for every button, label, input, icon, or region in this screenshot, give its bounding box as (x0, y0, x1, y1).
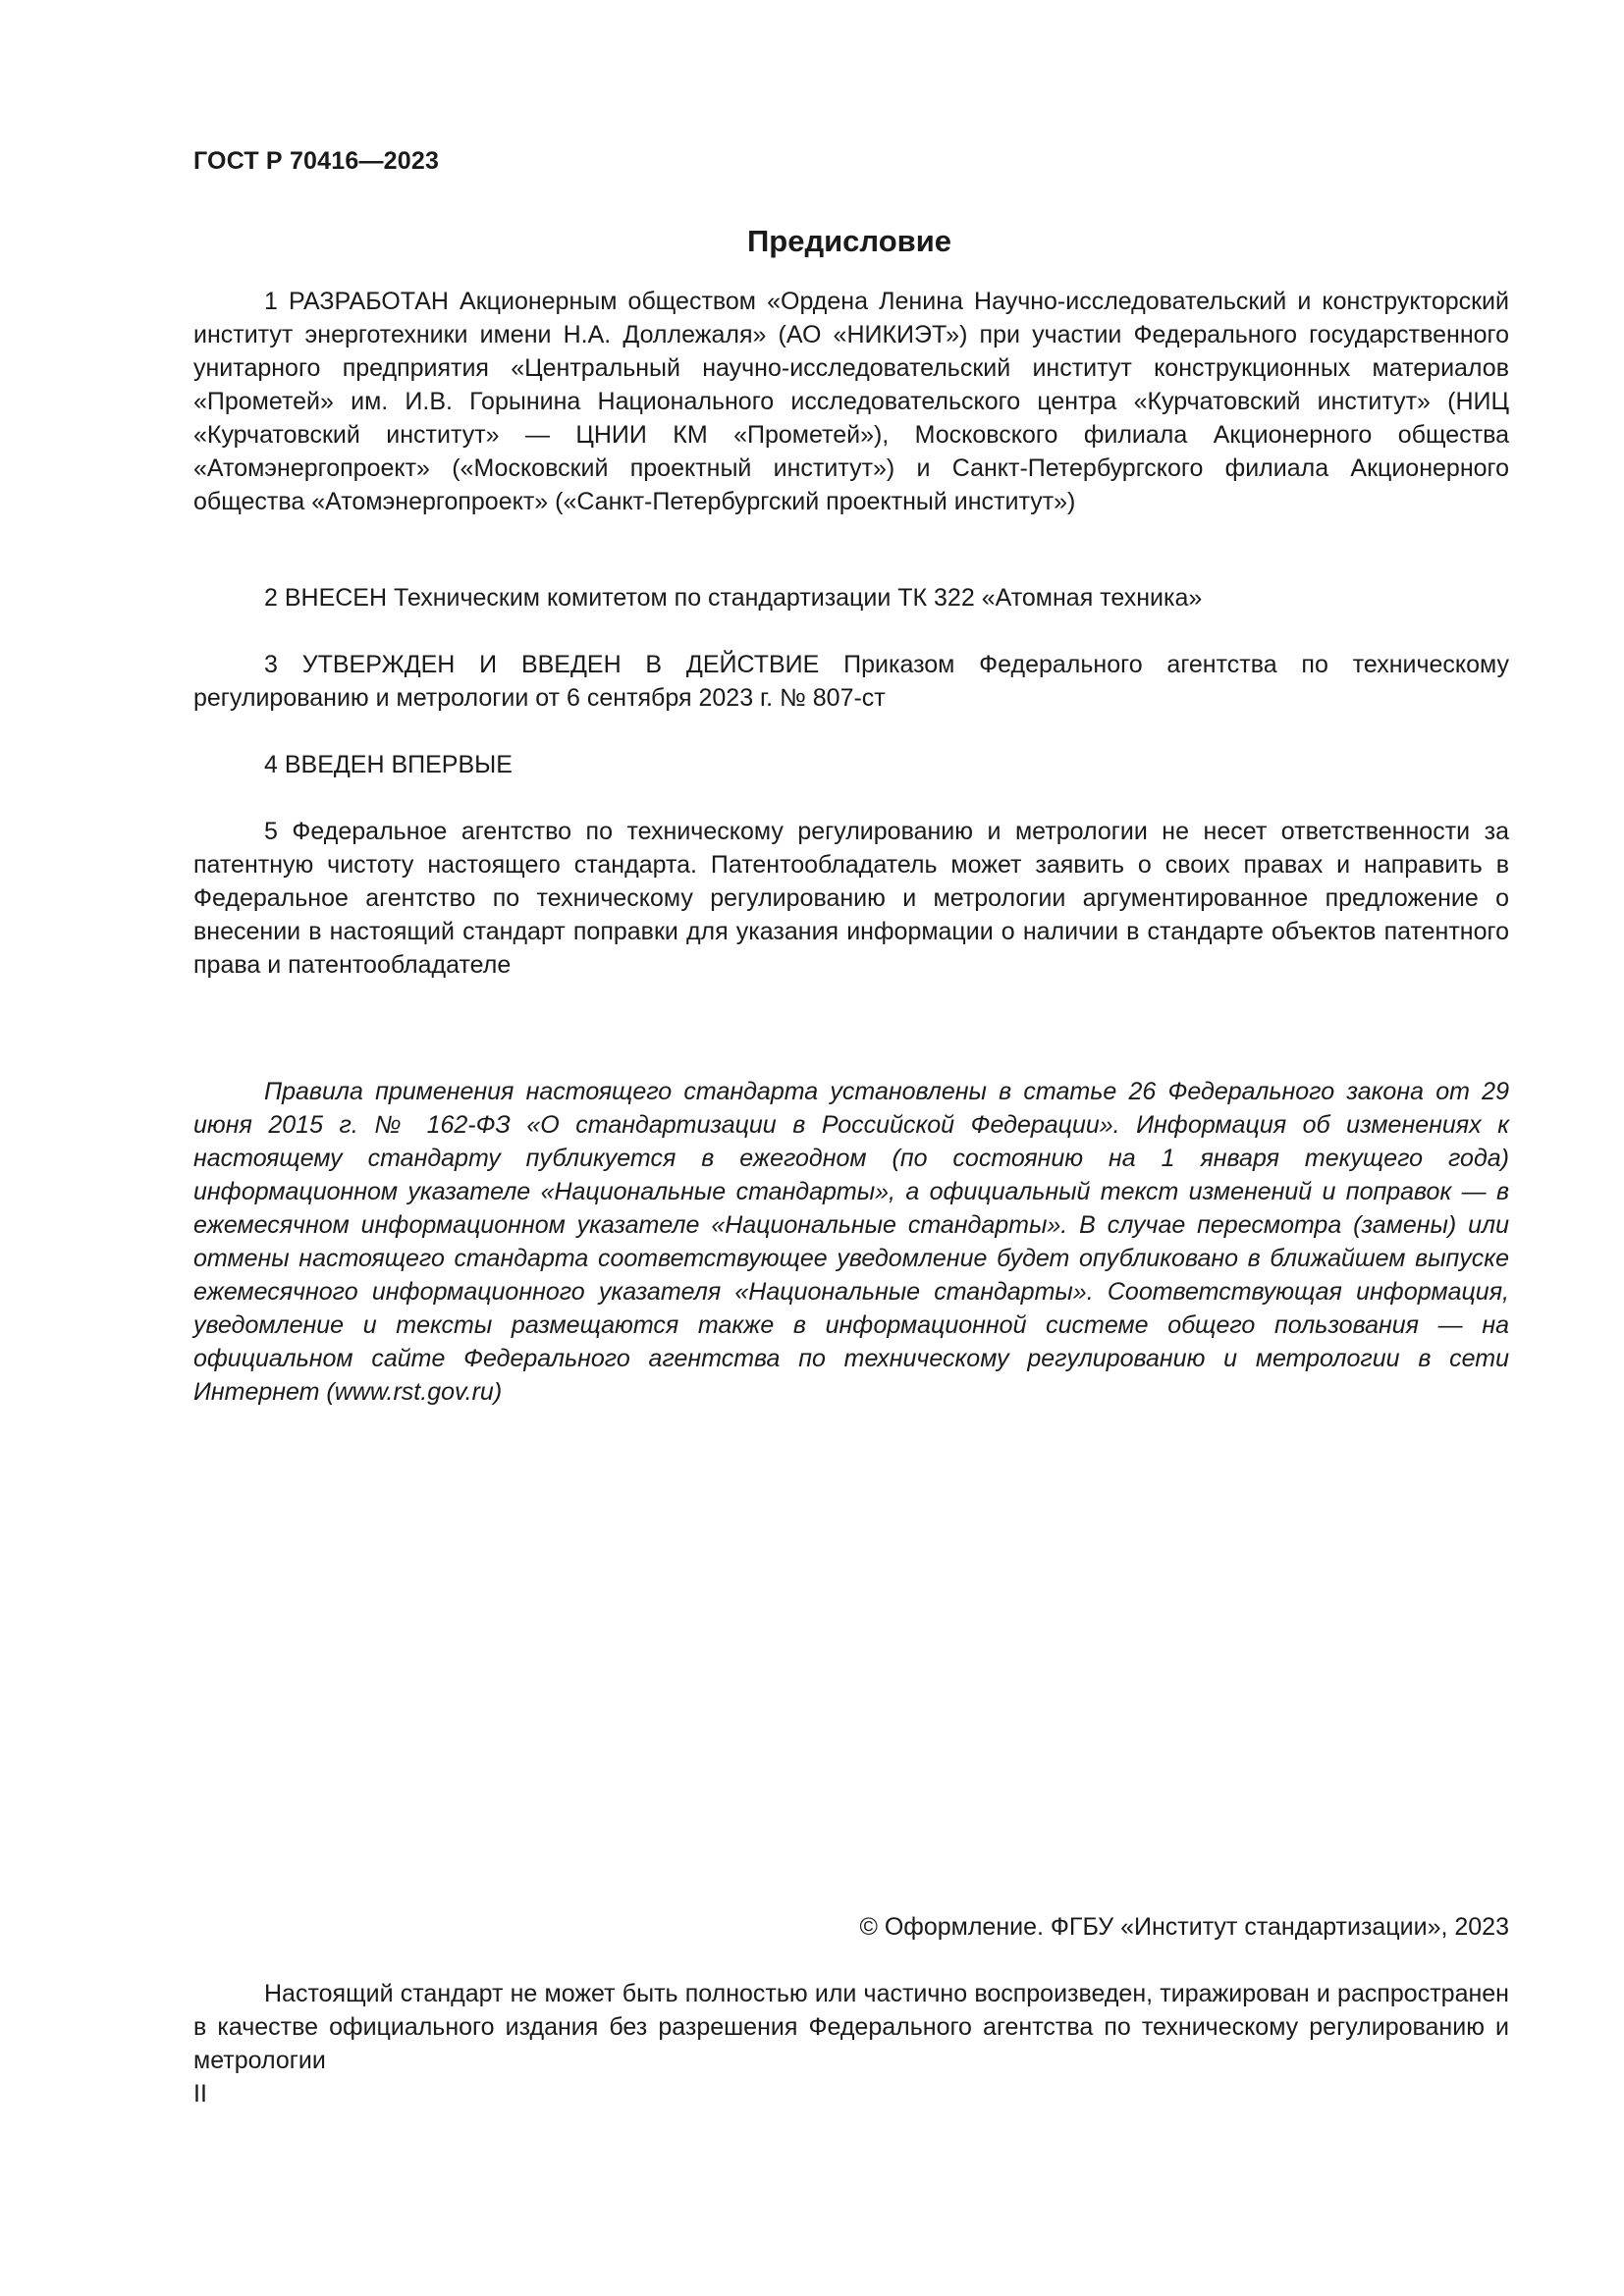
reproduction-rights-notice: Настоящий стандарт не может быть полностью или частично воспроизведен, тиражирован и распространен в качестве официального издания без разрешения Федерального агентства по техническому регулированию и метрологии (193, 1980, 1509, 2074)
foreword-item-1: 1 РАЗРАБОТАН Акционерным обществом «Ордена Ленина Научно-исследовательский и конструкторский институт энерготехники имени Н.А. Доллежаля» (АО «НИКИЭТ») при участии Федерального государственного унитарного предприятия «Центральный научно-исследовательский институт конструкционных материалов «Прометей» им. И.В. Горынина Национального исследовательского центра «Курчатовский институт» (НИЦ «Курчатовский институт» — ЦНИИ КМ «Прометей»), Московского филиала Акционерного общества «Атомэнергопроект» («Московский проектный институт») и Санкт-Петербургского филиала Акционерного общества «Атомэнергопроект» («Санкт-Петербургский проектный институт») (193, 288, 1509, 515)
foreword-item-2: 2 ВНЕСЕН Техническим комитетом по стандартизации ТК 322 «Атомная техника» (264, 584, 1203, 612)
copyright-line: © Оформление. ФГБУ «Институт стандартизации», 2023 (859, 1913, 1509, 1941)
page-number: II (193, 2080, 207, 2108)
foreword-item-5: 5 Федеральное агентство по техническому регулированию и метрологии не несет ответственности за патентную чистоту настоящего стандарта. Патентообладатель может заявить о своих правах и направить в Федеральное агентство по техническому регулированию и метрологии аргументированное предложение о внесении в настоящий стандарт поправки для указания информации о наличии в стандарте объектов патентного права и патентообладателе (193, 818, 1509, 979)
standard-designation: ГОСТ Р 70416—2023 (193, 147, 440, 175)
page-title: Предисловие (746, 224, 951, 258)
application-rules-notice: Правила применения настоящего стандарта установлены в статье 26 Федерального закона от 29 июня 2015 г. № 162-ФЗ «О стандартизации в Российской Федерации». Информация об изменениях к настоящему стандарту публикуется в ежегодном (по состоянию на 1 января текущего года) информационном указателе «Национальные стандарты», а официальный текст изменений и поправок — в ежемесячном информационном указателе «Национальные стандарты». В случае пересмотра (замены) или отмены настоящего стандарта соответствующее уведомление будет опубликовано в ближайшем выпуске ежемесячного информационного указателя «Национальные стандарты». Соответствующая информация, уведомление и тексты размещаются также в информационной системе общего пользования — на официальном сайте Федерального агентства по техническому регулированию и метрологии в сети Интернет (www.rst.gov.ru) (193, 1078, 1509, 1406)
foreword-item-4: 4 ВВЕДЕН ВПЕРВЫЕ (264, 751, 513, 778)
foreword-item-3: 3 УТВЕРЖДЕН И ВВЕДЕН В ДЕЙСТВИЕ Приказом Федерального агентства по техническому регулированию и метрологии от 6 сентября 2023 г. № 807-ст (193, 651, 1509, 712)
